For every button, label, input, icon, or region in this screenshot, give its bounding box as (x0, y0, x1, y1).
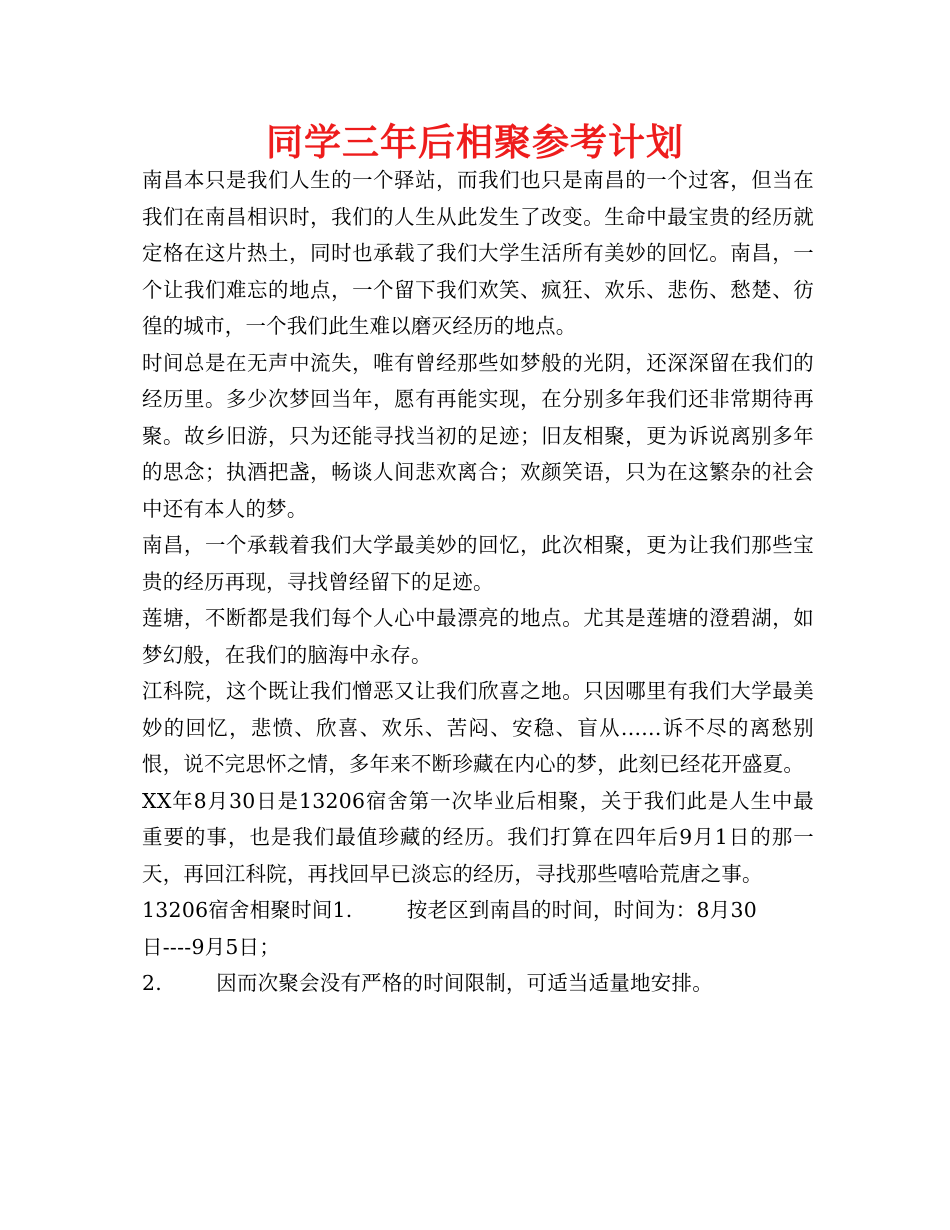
paragraph-intro: 南昌本只是我们人生的一个驿站，而我们也只是南昌的一个过客，但当在我们在南昌相识时，我们的人生从此发生了改变。生命中最宝贵的经历就定格在这片热土，同时也承载了我们大学生活所有美妙的回忆。南昌，一个让我们难忘的地点，一个留下我们欢笑、疯狂、欢乐、悲伤、愁楚、彷徨的城市，一个我们此生难以磨灭经历的地点。 (142, 168, 814, 338)
paragraph-liantang: 莲塘，不断都是我们每个人心中最漂亮的地点。尤其是莲塘的澄碧湖，如梦幻般，在我们的脑海中永存。 (142, 606, 814, 667)
paragraph-time: 时间总是在无声中流失，唯有曾经那些如梦般的光阴，还深深留在我们的经历里。多少次梦回当年，愿有再能实现，在分别多年我们还非常期待再聚。故乡旧游，只为还能寻找当初的足迹；旧友相聚，更为诉说离别多年的思念；执酒把盏，畅谈人间悲欢离合；欢颜笑语，只为在这繁杂的社会中还有本人的梦。 (142, 350, 814, 521)
document-title: 同学三年后相聚参考计划 (266, 121, 684, 164)
paragraph-reunion-date: XX年8月30日是13206宿舍第一次毕业后相聚，关于我们此是人生中最重要的事，也是我们最值珍藏的经历。我们打算在四年后9月1日的那一天，再回江科院，再找回早已淡忘的经历，寻找那些嘻哈荒唐之事。 (142, 788, 814, 886)
schedule-item-1-continued: 日----9月5日； (142, 934, 281, 959)
document-body (142, 162, 814, 1002)
schedule-item-1: 13206宿舍相聚时间1. 按老区到南昌的时间，时间为：8月30 (142, 898, 757, 922)
paragraph-jiangkeyuan: 江科院，这个既让我们憎恶又让我们欣喜之地。只因哪里有我们大学最美妙的回忆，悲愤、欣喜、欢乐、苦闷、安稳、盲从......诉不尽的离愁别恨，说不完思怀之情，多年来不断珍藏在内心的梦，此刻已经花开盛夏。 (142, 679, 814, 776)
paragraph-nanchang: 南昌，一个承载着我们大学最美妙的回忆，此次相聚，更为让我们那些宝贵的经历再现，寻找曾经留下的足迹。 (142, 533, 814, 594)
schedule-item-2: 2. 因而次聚会没有严格的时间限制，可适当适量地安排。 (142, 971, 713, 995)
